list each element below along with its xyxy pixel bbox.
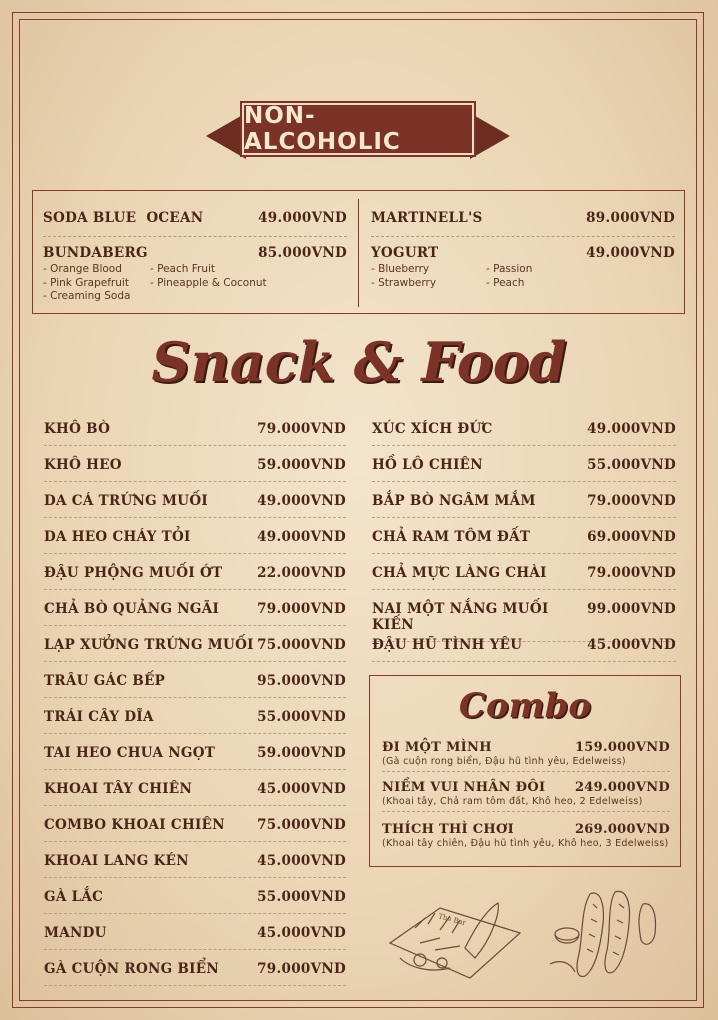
- combo-price: 269.000VND: [574, 822, 670, 837]
- food-name: GÀ CUỘN RONG BIỂN: [44, 961, 220, 977]
- food-item: [44, 601, 346, 626]
- food-name: MANDU: [44, 925, 107, 941]
- combo-note: (Khoai tây, Chả ram tôm đất, Khô heo, 2 Edelweiss): [382, 796, 670, 812]
- food-item: [44, 745, 346, 770]
- food-price: 55.000VND: [257, 709, 346, 725]
- sausage-sketch-icon: [545, 884, 675, 984]
- food-name: HỒ LÔ CHIÊN: [372, 457, 483, 473]
- food-price: 75.000VND: [257, 637, 346, 653]
- drink-item: [371, 245, 675, 261]
- food-item: [372, 601, 676, 642]
- food-price: 45.000VND: [257, 925, 346, 941]
- food-price: 79.000VND: [587, 493, 676, 509]
- drink-option: - Orange Blood: [43, 263, 122, 275]
- drink-option: - Pink Grapefruit: [43, 276, 129, 289]
- drink-option: - Peach: [486, 276, 525, 289]
- drink-name: SODA BLUE OCEAN: [43, 210, 204, 226]
- food-price: 55.000VND: [587, 457, 676, 473]
- combo-name: NIỀM VUI NHÂN ĐÔI: [382, 780, 546, 795]
- drink-item: [43, 245, 347, 261]
- food-price: 79.000VND: [587, 565, 676, 581]
- drink-options: [486, 263, 532, 290]
- food-price: 79.000VND: [257, 421, 346, 437]
- food-price: 22.000VND: [257, 565, 346, 581]
- food-price: 49.000VND: [587, 421, 676, 437]
- food-name: DA CÁ TRỨNG MUỐI: [44, 493, 208, 509]
- food-price: 99.000VND: [587, 601, 676, 617]
- combo-note: (Gà cuộn rong biển, Đậu hũ tình yêu, Edelweiss): [382, 756, 670, 772]
- food-item: [44, 853, 346, 878]
- food-price: 79.000VND: [257, 961, 346, 977]
- food-name: NAI MỘT NẮNG MUỐI KIẾN: [372, 601, 549, 633]
- food-name: KHÔ HEO: [44, 457, 122, 473]
- drink-name: MARTINELL'S: [371, 210, 483, 226]
- food-item: [44, 925, 346, 950]
- combo-name: ĐI MỘT MÌNH: [382, 740, 492, 755]
- food-name: TRÁI CÂY DĨA: [44, 709, 154, 725]
- drink-option: - Strawberry: [371, 276, 437, 289]
- food-price: 75.000VND: [257, 817, 346, 833]
- food-name: KHÔ BÒ: [44, 421, 111, 437]
- fries-sketch-icon: [380, 888, 530, 988]
- drink-options: [150, 263, 267, 290]
- food-price: 69.000VND: [587, 529, 676, 545]
- banner-left-ribbon: [206, 113, 246, 159]
- non-alcoholic-banner: [206, 103, 510, 159]
- food-name: TAI HEO CHUA NGỌT: [44, 745, 216, 761]
- food-name: CHẢ RAM TÔM ĐẤT: [372, 529, 531, 545]
- food-item: [44, 457, 346, 482]
- food-item: [372, 565, 676, 590]
- drink-price: 49.000VND: [258, 210, 347, 226]
- combo-item: [382, 780, 670, 812]
- food-item: [44, 637, 346, 662]
- combo-item: [382, 740, 670, 772]
- banner-plate: [242, 103, 474, 155]
- food-price: 45.000VND: [257, 781, 346, 797]
- food-name: LẠP XƯỞNG TRỨNG MUỐI: [44, 637, 254, 653]
- non-alcoholic-heading: NON-ALCOHOLIC: [244, 103, 401, 155]
- drink-options: [43, 263, 130, 304]
- combo-price: 159.000VND: [574, 740, 670, 755]
- drink-name: YOGURT: [371, 245, 439, 261]
- drink-option: - Creaming Soda: [43, 290, 131, 302]
- combo-price: 249.000VND: [574, 780, 670, 795]
- food-item: [44, 781, 346, 806]
- sketch-label: The Bar: [437, 912, 467, 928]
- dashed-separator: [43, 236, 347, 237]
- snack-food-heading: Snack & Food: [151, 330, 567, 394]
- food-item: [372, 637, 676, 662]
- food-item: [44, 817, 346, 842]
- non-alcoholic-box: [32, 190, 685, 314]
- food-name: ĐẬU HŨ TÌNH YÊU: [372, 637, 523, 653]
- banner-right-ribbon: [470, 113, 510, 159]
- drink-price: 49.000VND: [586, 245, 675, 261]
- food-item: [44, 493, 346, 518]
- food-price: 95.000VND: [257, 673, 346, 689]
- food-name: GÀ LẮC: [44, 889, 104, 905]
- combo-note: (Khoai tây chiên, Đậu hũ tình yêu, Khô heo, 3 Edelweiss): [382, 838, 669, 849]
- drink-item: [371, 210, 675, 226]
- drink-options: [371, 263, 436, 290]
- drink-name: BUNDABERG: [43, 245, 148, 261]
- drink-option: - Peach Fruit: [150, 263, 216, 275]
- column-divider: [358, 199, 359, 307]
- food-item: [44, 529, 346, 554]
- food-name: TRÂU GÁC BẾP: [44, 673, 166, 689]
- food-item: [44, 421, 346, 446]
- food-name: CHẢ BÒ QUẢNG NGÃI: [44, 601, 220, 617]
- food-price: 45.000VND: [257, 853, 346, 869]
- food-price: 59.000VND: [257, 745, 346, 761]
- food-price: 49.000VND: [257, 529, 346, 545]
- food-item: [44, 961, 346, 986]
- food-name: COMBO KHOAI CHIÊN: [44, 817, 225, 833]
- food-item: [372, 493, 676, 518]
- food-item: [44, 565, 346, 590]
- drink-option: - Passion: [486, 263, 533, 275]
- food-price: 49.000VND: [257, 493, 346, 509]
- food-price: 79.000VND: [257, 601, 346, 617]
- food-price: 55.000VND: [257, 889, 346, 905]
- food-name: KHOAI LANG KÉN: [44, 853, 189, 869]
- food-item: [44, 709, 346, 734]
- food-name: DA HEO CHÁY TỎI: [44, 529, 191, 545]
- drink-option: - Pineapple & Coconut: [150, 276, 267, 289]
- combo-heading: Combo: [458, 686, 592, 726]
- food-item: [372, 457, 676, 482]
- food-item: [44, 673, 346, 698]
- food-name: KHOAI TÂY CHIÊN: [44, 781, 193, 797]
- food-name: ĐẬU PHỘNG MUỐI ỚT: [44, 565, 223, 581]
- food-item: [44, 889, 346, 914]
- food-name: CHẢ MỰC LÀNG CHÀI: [372, 565, 547, 581]
- food-price: 59.000VND: [257, 457, 346, 473]
- food-price: 45.000VND: [587, 637, 676, 653]
- drink-item: [43, 210, 347, 226]
- food-item: [372, 529, 676, 554]
- combo-item: [382, 822, 670, 853]
- drink-price: 85.000VND: [258, 245, 347, 261]
- drink-option: - Blueberry: [371, 263, 430, 275]
- drink-price: 89.000VND: [586, 210, 675, 226]
- combo-name: THÍCH THÌ CHƠI: [382, 822, 514, 837]
- food-item: [372, 421, 676, 446]
- dashed-separator: [371, 236, 675, 237]
- food-name: BẮP BÒ NGÂM MẮM: [372, 493, 536, 509]
- combo-box: [369, 675, 681, 867]
- food-name: XÚC XÍCH ĐỨC: [372, 421, 493, 437]
